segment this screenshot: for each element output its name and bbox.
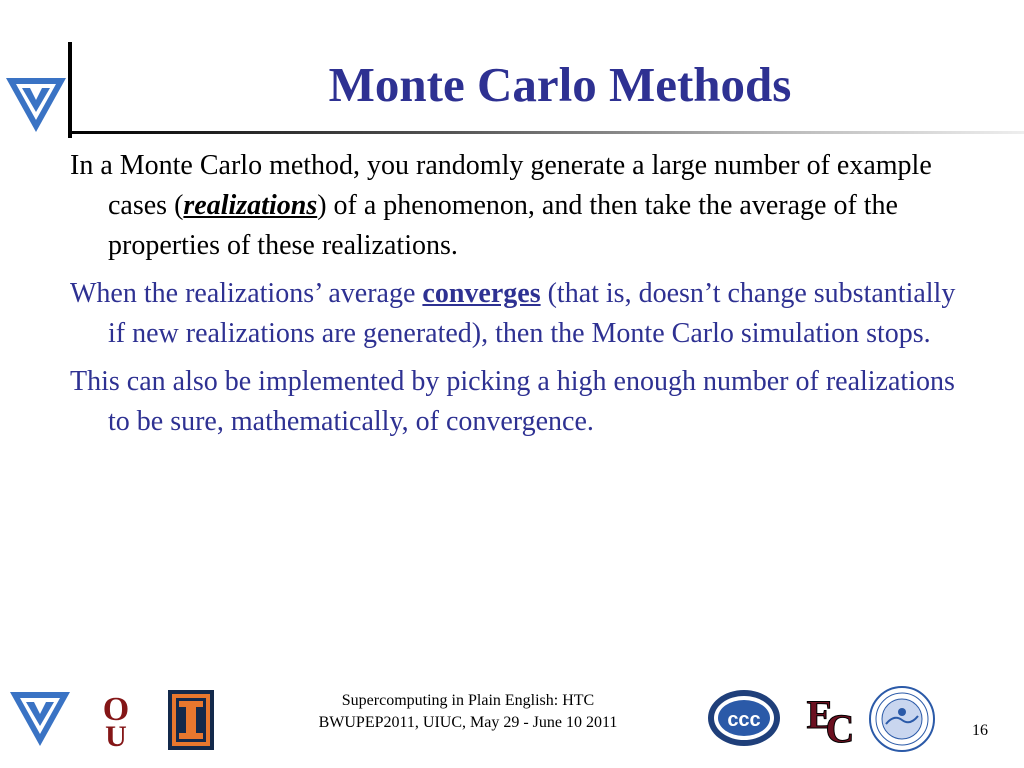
paragraph-text: In a Monte Carlo method, you randomly generate a large number of example cases (	[70, 150, 932, 221]
paragraph-text: When the realizations’ average	[70, 278, 423, 309]
university-seal-icon	[868, 686, 936, 752]
footer-line: Supercomputing in Plain English: HTC	[341, 692, 595, 709]
page-number: 16	[972, 722, 988, 739]
svg-text:ccc: ccc	[727, 709, 761, 731]
triangle-logo-icon	[4, 74, 68, 136]
horizontal-rule	[68, 131, 1024, 134]
paragraph-text: This can also be implemented by picking a high enough number of realizations to be sure, mathematically, of convergence.	[70, 366, 955, 437]
svg-text:O: O	[102, 691, 130, 728]
bullet-paragraph	[70, 362, 970, 442]
paragraph-text: ) of a phenomenon, and then take the average of the properties of these realizations.	[108, 190, 898, 261]
svg-text:E: E	[806, 692, 834, 737]
emphasis-term: realizations	[183, 190, 318, 221]
vertical-rule	[68, 42, 72, 138]
illinois-logo-icon	[168, 690, 214, 750]
svg-text:U: U	[105, 720, 127, 750]
bullet-paragraph	[70, 146, 970, 266]
triangle-logo-icon	[8, 688, 72, 750]
slide-body	[70, 146, 970, 450]
ou-logo-icon	[90, 686, 142, 750]
slide-footer	[268, 690, 668, 734]
footer-line: BWUPEP2011, UIUC, May 29 - June 10 2011	[318, 714, 618, 731]
bullet-paragraph	[70, 274, 970, 354]
ccc-logo-icon	[706, 688, 782, 748]
emphasis-term: converges	[422, 278, 541, 309]
paragraph-text: (that is, doesn’t change substantially if new realizations are generated), then the Monte Carlo simulation stops.	[108, 278, 956, 349]
slide-title: Monte Carlo Methods	[328, 57, 792, 112]
svg-text:C: C	[825, 706, 855, 748]
ec-logo-icon	[802, 688, 858, 748]
